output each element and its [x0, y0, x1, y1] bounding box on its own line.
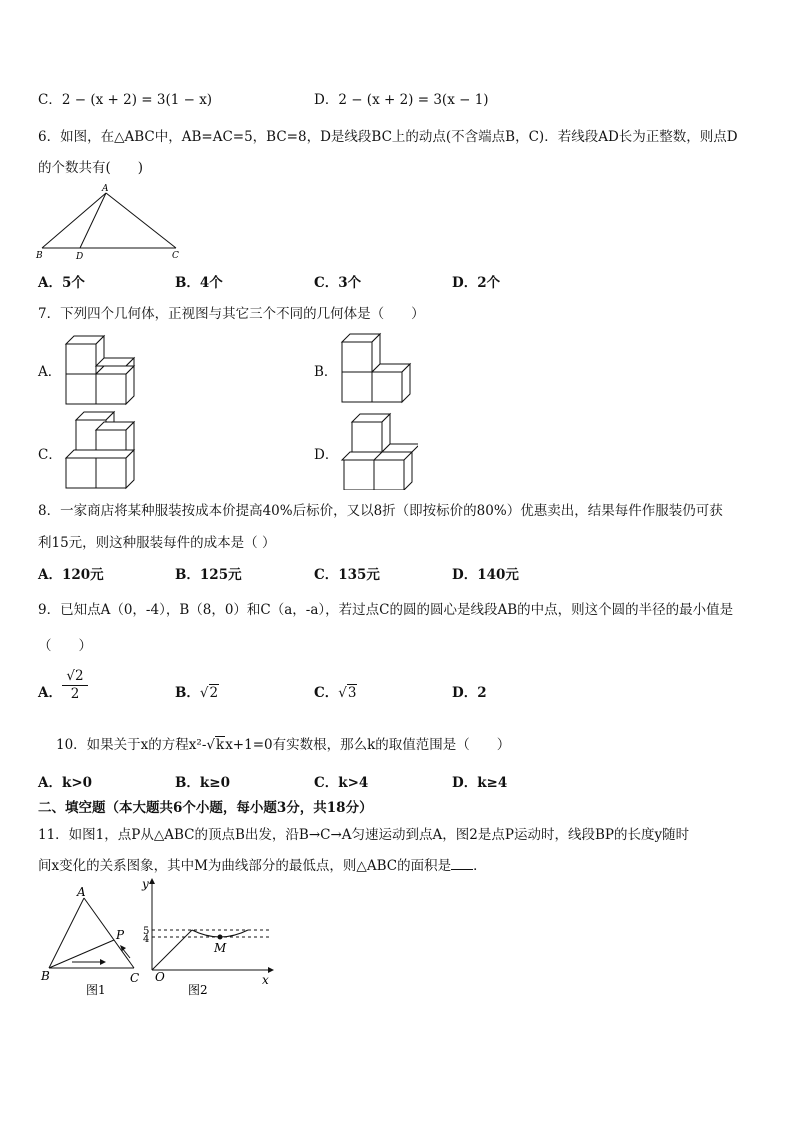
q6-option-b: B．4个 — [175, 275, 223, 291]
q9-option-b: B．√2 — [175, 685, 219, 701]
q9-stem-line1: 9．已知点A（0，-4），B（8，0）和C（a，-a），若过点C的圆的圆心是线段AB的中点，则这个圆的半径的最小值是 — [38, 602, 734, 618]
q10-stem-post: x+1=0有实数根，那么k的取值范围是（ ） — [225, 737, 511, 753]
q5-option-c-expr: 2 − (x + 2) = 3(1 − x) — [61, 92, 213, 108]
q5-option-c-label: C． — [38, 92, 62, 108]
q11-stem-line1: 11．如图1，点P从△ABC的顶点B出发，沿B→C→A匀速运动到点A，图2是点P运动时，线段BP的长度y随时 — [38, 827, 690, 843]
q9-stem-line2: （ ） — [38, 638, 92, 654]
q6-stem-line2: 的个数共有( ) — [38, 160, 144, 176]
q11-fig2-tick-4: 4 — [143, 934, 150, 945]
q10-option-d: D．k≥4 — [452, 775, 508, 791]
q9-option-a-denominator: 2 — [70, 686, 80, 702]
q7-stem: 7．下列四个几何体，正视图与其它三个不同的几何体是（ ） — [38, 306, 425, 322]
q11-fig2-label-m: M — [214, 941, 227, 955]
q11-stem-line2-post: ． — [473, 858, 487, 874]
q11-fig1-label-p: P — [116, 928, 125, 942]
q9-option-c-label: C． — [314, 685, 339, 701]
q10-option-b: B．k≥0 — [175, 775, 230, 791]
q7-figure-a — [62, 330, 142, 408]
q6-stem-line1: 6．如图，在△ABC中，AB=AC=5，BC=8，D是线段BC上的动点(不含端点B，C)．若线段AD长为正整数，则点D — [38, 129, 738, 145]
section-2-heading: 二、填空题（本大题共6个小题，每小题3分，共18分） — [38, 800, 373, 816]
q6-option-c: C．3个 — [314, 275, 362, 291]
q10-option-a: A．k>0 — [38, 775, 93, 791]
q10-option-c: C．k>4 — [314, 775, 369, 791]
q5-option-d-expr: 2 − (x + 2) = 3(x − 1) — [338, 92, 489, 108]
q9-option-a-numerator: √2 — [62, 668, 88, 686]
q11-fig1-label-a: A — [77, 885, 86, 899]
q11-fig2-caption: 图2 — [188, 983, 208, 997]
q7-option-a-label: A． — [38, 364, 62, 380]
q11-fig1-caption: 图1 — [86, 983, 106, 997]
q11-stem-line2 — [38, 854, 487, 874]
q11-fig2-label-y: y — [142, 877, 149, 891]
q11-figure-1 — [36, 882, 146, 997]
q9-option-d: D．2 — [452, 685, 487, 701]
q8-option-c: C．135元 — [314, 567, 380, 583]
q6-option-a: A．5个 — [38, 275, 85, 291]
q7-figure-c — [62, 410, 142, 490]
q9-option-b-value: 2 — [209, 685, 219, 701]
q5-option-d — [314, 88, 489, 108]
q9-option-a-fraction — [62, 668, 88, 702]
q11-fig2-label-o: O — [155, 970, 165, 984]
q5-option-d-label: D． — [314, 92, 339, 108]
q11-fig1-label-b: B — [41, 969, 50, 983]
q11-answer-blank — [451, 857, 473, 870]
q8-option-d: D．140元 — [452, 567, 519, 583]
q5-option-c — [38, 88, 212, 108]
q6-label-c: C — [172, 251, 179, 261]
q10-stem-pre: 10．如果关于x的方程x²- — [56, 737, 207, 753]
q8-stem-line2: 利15元，则这种服装每件的成本是（ ） — [38, 535, 276, 551]
q9-option-c-value: 3 — [347, 685, 357, 701]
q9-option-b-label: B． — [175, 685, 200, 701]
q7-figure-b — [338, 330, 418, 408]
q9-option-a-label: A． — [38, 685, 62, 701]
q6-label-b: B — [36, 251, 43, 261]
q11-fig1-label-c: C — [130, 971, 140, 985]
q11-stem-line2-pre: 间x变化的关系图象，其中M为曲线部分的最低点，则△ABC的面积是 — [38, 858, 452, 874]
q10-stem-radicand: k — [216, 737, 225, 753]
q9-option-c: C．√3 — [314, 685, 357, 701]
q6-triangle-figure — [34, 182, 184, 262]
q11-fig2-point-m — [218, 935, 223, 940]
q8-stem-line1: 8．一家商店将某种服装按成本价提高40%后标价，又以8折（即按标价的80%）优惠卖出，结果每件作服装仍可获 — [38, 503, 723, 519]
q7-figure-d — [338, 410, 418, 490]
q6-option-d: D．2个 — [452, 275, 501, 291]
q11-figure-2 — [138, 874, 278, 998]
q8-option-a: A．120元 — [38, 567, 104, 583]
q7-option-c-label: C． — [38, 447, 62, 463]
q8-option-b: B．125元 — [175, 567, 242, 583]
q11-fig2-label-x: x — [262, 973, 269, 987]
q11-fig2-tick-5: 5 — [143, 926, 150, 937]
q7-option-b-label: B． — [314, 364, 338, 380]
q10-stem: 10．如果关于x的方程x²-√kx+1=0有实数根，那么k的取值范围是（ ） — [56, 737, 511, 753]
q6-label-a: A — [102, 184, 109, 194]
q7-option-d-label: D． — [314, 447, 339, 463]
q6-label-d: D — [76, 252, 84, 262]
